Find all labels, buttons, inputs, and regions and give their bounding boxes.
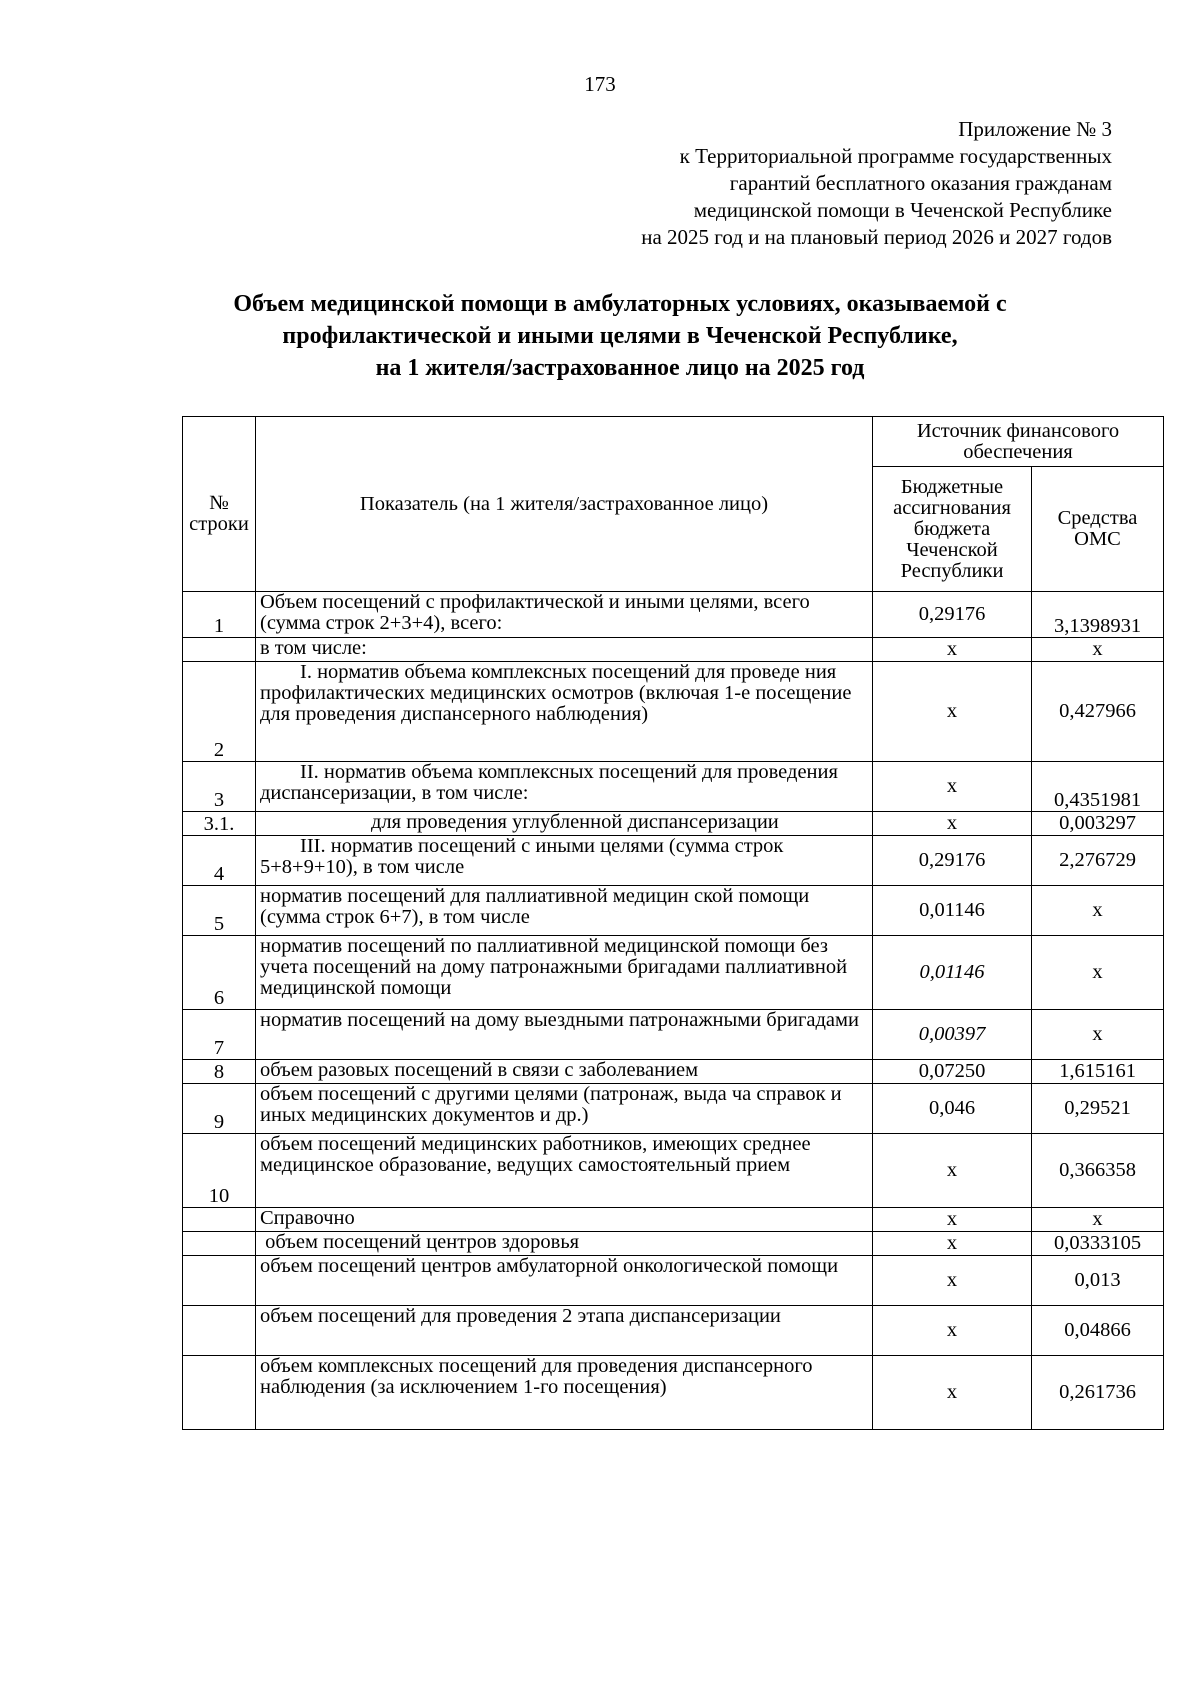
row-oms-value: х <box>1032 886 1164 936</box>
row-indicator: II. норматив объема комплексных посещений для проведения диспансеризации, в том числе: <box>256 762 873 812</box>
row-indicator: норматив посещений по паллиативной медицинской помощи без учета посещений на дому патронажными бригадами паллиативной медицинской помощи <box>256 936 873 1010</box>
row-number: 9 <box>183 1084 256 1134</box>
header-oms: Средства ОМС <box>1032 467 1164 592</box>
row-budget-value: х <box>873 1256 1032 1306</box>
row-number: 4 <box>183 836 256 886</box>
row-indicator: объем посещений с другими целями (патронаж, выда ча справок и иных медицинских документов и др.) <box>256 1084 873 1134</box>
page-number: 173 <box>584 72 616 96</box>
table-row <box>183 1060 1164 1084</box>
row-number <box>183 1306 256 1356</box>
row-indicator: объем комплексных посещений для проведения диспансерного наблюдения (за исключением 1-го посещения) <box>256 1356 873 1430</box>
row-oms-value: х <box>1032 1010 1164 1060</box>
table-row <box>183 1306 1164 1356</box>
table-row <box>183 592 1164 638</box>
row-oms-value: 0,261736 <box>1032 1356 1164 1430</box>
row-number <box>183 1232 256 1256</box>
row-oms-value: 0,366358 <box>1032 1134 1164 1208</box>
row-oms-value: 1,615161 <box>1032 1060 1164 1084</box>
table-row <box>183 1356 1164 1430</box>
row-oms-value: 0,0333105 <box>1032 1232 1164 1256</box>
row-number: 3.1. <box>183 812 256 836</box>
row-budget-value: х <box>873 662 1032 762</box>
table-row <box>183 812 1164 836</box>
volume-table <box>182 416 1164 1430</box>
row-indicator: норматив посещений на дому выездными патронажными бригадами <box>256 1010 873 1060</box>
annex-line: на 2025 год и на плановый период 2026 и 2027 годов <box>641 225 1112 249</box>
row-indicator: объем посещений центров здоровья <box>256 1232 873 1256</box>
row-budget-value: 0,046 <box>873 1084 1032 1134</box>
annex-line: к Территориальной программе государственных <box>679 144 1112 168</box>
row-oms-value: 0,04866 <box>1032 1306 1164 1356</box>
row-indicator: объем разовых посещений в связи с заболеванием <box>256 1060 873 1084</box>
table-row <box>183 1208 1164 1232</box>
title-line: на 1 жителя/застрахованное лицо на 2025 год <box>375 355 865 381</box>
row-budget-value: х <box>873 1232 1032 1256</box>
table-row <box>183 1232 1164 1256</box>
row-budget-value: х <box>873 1208 1032 1232</box>
table-row <box>183 1256 1164 1306</box>
row-oms-value: х <box>1032 936 1164 1010</box>
row-budget-value: 0,00397 <box>873 1010 1032 1060</box>
annex-line: Приложение № 3 <box>958 117 1112 141</box>
header-indicator: Показатель (на 1 жителя/застрахованное лицо) <box>256 417 873 592</box>
row-indicator: III. норматив посещений с иными целями (сумма строк 5+8+9+10), в том числе <box>256 836 873 886</box>
table-row <box>183 836 1164 886</box>
row-budget-value: х <box>873 1356 1032 1430</box>
row-number: 2 <box>183 662 256 762</box>
row-budget-value: 0,01146 <box>873 886 1032 936</box>
row-indicator: объем посещений для проведения 2 этапа диспансеризации <box>256 1306 873 1356</box>
row-oms-value: х <box>1032 1208 1164 1232</box>
row-budget-value: х <box>873 1306 1032 1356</box>
row-budget-value: 0,07250 <box>873 1060 1032 1084</box>
annex-block <box>641 116 1112 251</box>
row-indicator: Справочно <box>256 1208 873 1232</box>
title-line: Объем медицинской помощи в амбулаторных условиях, оказываемой с <box>233 291 1007 317</box>
row-number: 10 <box>183 1134 256 1208</box>
row-oms-value: 0,003297 <box>1032 812 1164 836</box>
table-row <box>183 762 1164 812</box>
row-number <box>183 1256 256 1306</box>
row-number: 5 <box>183 886 256 936</box>
document-title <box>150 288 1090 384</box>
table-row <box>183 662 1164 762</box>
row-number <box>183 1208 256 1232</box>
row-oms-value: 0,013 <box>1032 1256 1164 1306</box>
row-budget-value: 0,29176 <box>873 592 1032 638</box>
header-row-no: № строки <box>183 417 256 592</box>
table-row <box>183 936 1164 1010</box>
row-number: 1 <box>183 592 256 638</box>
table-row <box>183 1084 1164 1134</box>
row-oms-value: 0,4351981 <box>1032 762 1164 812</box>
row-budget-value: 0,29176 <box>873 836 1032 886</box>
row-indicator: в том числе: <box>256 638 873 662</box>
row-number <box>183 1356 256 1430</box>
table-row <box>183 638 1164 662</box>
row-indicator: для проведения углубленной диспансеризации <box>256 812 873 836</box>
annex-line: гарантий бесплатного оказания гражданам <box>729 171 1112 195</box>
table-row <box>183 1010 1164 1060</box>
row-number: 3 <box>183 762 256 812</box>
row-oms-value: х <box>1032 638 1164 662</box>
header-budget: Бюджетные ассигнования бюджета Чеченской Республики <box>873 467 1032 592</box>
row-number: 8 <box>183 1060 256 1084</box>
row-oms-value: 2,276729 <box>1032 836 1164 886</box>
row-oms-value: 0,427966 <box>1032 662 1164 762</box>
table-row <box>183 886 1164 936</box>
row-budget-value: 0,01146 <box>873 936 1032 1010</box>
row-indicator: объем посещений медицинских работников, имеющих среднее медицинское образование, ведущих самостоятельный прием <box>256 1134 873 1208</box>
annex-line: медицинской помощи в Чеченской Республике <box>693 198 1112 222</box>
row-budget-value: х <box>873 638 1032 662</box>
row-indicator: Объем посещений с профилактической и иными целями, всего (сумма строк 2+3+4), всего: <box>256 592 873 638</box>
row-number <box>183 638 256 662</box>
row-oms-value: 0,29521 <box>1032 1084 1164 1134</box>
row-budget-value: х <box>873 812 1032 836</box>
row-indicator: I. норматив объема комплексных посещений для проведе ния профилактических медицинских осмотров (включая 1-е посещение для проведения диспансерного наблюдения) <box>256 662 873 762</box>
row-indicator: объем посещений центров амбулаторной онкологической помощи <box>256 1256 873 1306</box>
row-budget-value: х <box>873 1134 1032 1208</box>
row-oms-value: 3,1398931 <box>1032 592 1164 638</box>
row-indicator: норматив посещений для паллиативной медицин ской помощи (сумма строк 6+7), в том числе <box>256 886 873 936</box>
title-line: профилактической и иными целями в Чеченской Республике, <box>282 323 958 349</box>
table-row <box>183 1134 1164 1208</box>
row-number: 7 <box>183 1010 256 1060</box>
table-header-row <box>183 417 1164 467</box>
row-budget-value: х <box>873 762 1032 812</box>
header-source: Источник финансового обеспечения <box>873 417 1164 467</box>
row-number: 6 <box>183 936 256 1010</box>
